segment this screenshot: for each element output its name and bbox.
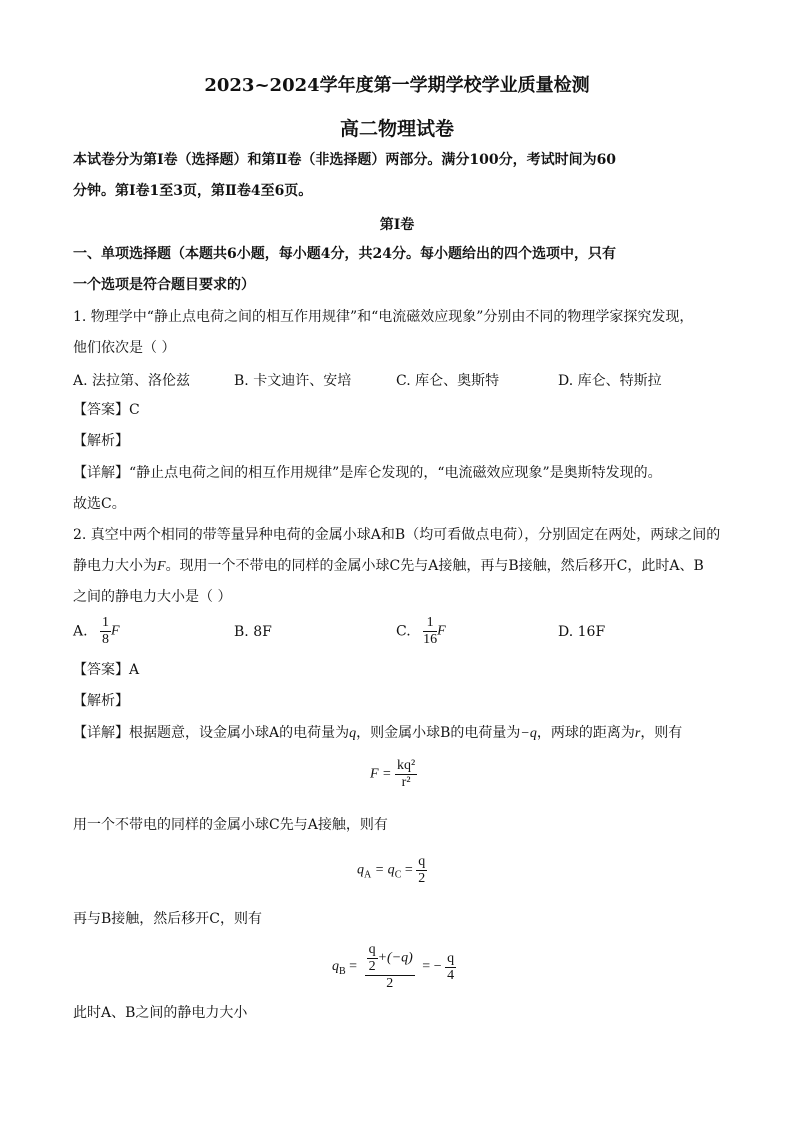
q2-stem-line-2 xyxy=(73,557,704,576)
q1-option-b: B. 卡文迪许、安培 xyxy=(234,373,352,389)
eq1-num: kq² xyxy=(397,758,416,773)
q2-detail-d: ，则有 xyxy=(640,725,683,741)
q2-detail-r: r xyxy=(634,726,641,741)
q2-detail-b: ，则金属小球B的电荷量为 xyxy=(356,725,521,741)
eq3-eq: = xyxy=(345,959,358,974)
section-heading-line-1: 一、单项选择题（本题共6小题，每小题4分，共24分。每小题给出的四个选项中，只有 xyxy=(73,246,616,262)
q1-option-d: D. 库仑、特斯拉 xyxy=(558,373,662,389)
q1-detail: 【详解】“静止点电荷之间的相互作用规律”是库仑发现的，“电流磁效应现象”是奥斯特发现的。 xyxy=(73,465,662,481)
section-heading-line-2: 一个选项是符合题目要求的） xyxy=(73,277,255,293)
q2-text-3: 再与B接触，然后移开C，则有 xyxy=(73,911,262,927)
eq3-lhs: q xyxy=(332,959,339,974)
q1-option-c: C. 库仑、奥斯特 xyxy=(396,373,500,389)
eq2-fraction xyxy=(416,854,427,887)
eq1-fraction xyxy=(395,758,417,791)
eq3-rnum: q xyxy=(447,950,455,966)
q2-option-d: D. 16F xyxy=(558,624,606,640)
eq2-sub-c: C xyxy=(394,869,402,881)
q2-option-c-num: 1 xyxy=(423,615,437,632)
q2-option-a-label: A. xyxy=(73,623,88,640)
q2-option-c-F: F xyxy=(437,623,446,639)
exam-title: 2023~2024学年度第一学期学校学业质量检测 xyxy=(204,75,590,96)
q1-analysis: 【解析】 xyxy=(73,433,129,449)
q2-detail-q: q xyxy=(349,726,357,741)
equation-coulomb xyxy=(370,758,417,791)
q2-stem-line-1: 2. 真空中两个相同的带等量异种电荷的金属小球A和B（均可看做点电荷），分别固定在两处，两球之间的 xyxy=(73,527,721,543)
equation-charge-b xyxy=(332,942,456,992)
eq2-sub-a: A xyxy=(364,869,372,881)
q2-option-b: B. 8F xyxy=(234,624,272,640)
eq3-sub-b: B xyxy=(339,966,346,978)
eq2-eq: = xyxy=(401,862,413,878)
q2-option-a-fraction xyxy=(100,615,111,648)
q2-option-c-label: C. xyxy=(396,623,411,640)
intro-line-2: 分钟。第Ⅰ卷1至3页，第Ⅱ卷4至6页。 xyxy=(73,183,313,199)
eq2-num: q xyxy=(418,854,426,869)
q2-option-c-den: 16 xyxy=(423,632,438,647)
q2-option-a-F: F xyxy=(111,623,120,639)
q2-option-a-num: 1 xyxy=(102,615,110,630)
q2-stem-text-a: 静电力大小为 xyxy=(73,558,157,574)
q2-option-c-fraction xyxy=(423,615,437,648)
q2-detail-a: 【详解】根据题意，设金属小球A的电荷量为 xyxy=(73,725,350,741)
volume-label: 第Ⅰ卷 xyxy=(379,217,415,233)
eq3-big-den: 2 xyxy=(386,976,394,991)
eq3-rhs-fraction xyxy=(445,951,456,984)
q2-detail-negq: −q xyxy=(520,726,537,741)
eq2-den: 2 xyxy=(418,871,426,886)
q2-stem-line-3: 之间的静电力大小是（ ） xyxy=(73,589,232,605)
q2-force-symbol: F xyxy=(157,559,166,574)
eq3-big-fraction xyxy=(365,942,415,992)
q2-detail-c: ，两球的距离为 xyxy=(536,725,635,741)
q2-answer: 【答案】A xyxy=(73,662,140,678)
exam-subtitle: 高二物理试卷 xyxy=(339,118,454,140)
eq3-inner-den: 2 xyxy=(368,959,376,974)
q2-detail xyxy=(73,724,682,743)
q1-option-a: A. 法拉第、洛伦兹 xyxy=(73,373,191,389)
q1-conclusion: 故选C。 xyxy=(73,496,126,512)
q2-option-a xyxy=(73,615,120,648)
q1-stem-line-2: 他们依次是（ ） xyxy=(73,340,176,356)
q2-text-2: 用一个不带电的同样的金属小球C先与A接触，则有 xyxy=(73,817,388,833)
eq3-inner-num: q xyxy=(368,942,376,957)
q1-stem-line-1: 1. 物理学中“静止点电荷之间的相互作用规律”和“电流磁效应现象”分别由不同的物理学家探究发现， xyxy=(73,309,694,325)
eq3-plus: +(−q) xyxy=(377,950,413,966)
q2-option-a-den: 8 xyxy=(102,632,110,647)
equation-charge-ac xyxy=(357,854,427,887)
eq3-rhs: = − xyxy=(422,959,442,974)
intro-line-1: 本试卷分为第Ⅰ卷（选择题）和第Ⅱ卷（非选择题）两部分。满分100分，考试时间为60 xyxy=(73,152,617,168)
eq3-inner-fraction xyxy=(367,942,378,975)
eq2-mid: = q xyxy=(371,862,395,878)
eq1-lhs: F = xyxy=(370,766,392,782)
eq2-lhs: q xyxy=(357,862,364,878)
q1-answer: 【答案】C xyxy=(73,402,140,418)
eq3-big-num xyxy=(365,942,415,976)
eq1-den: r² xyxy=(401,775,411,790)
q2-analysis: 【解析】 xyxy=(73,693,129,709)
q2-stem-text-b: 。现用一个不带电的同样的金属小球C先与A接触，再与B接触，然后移开C，此时A、B xyxy=(165,558,704,574)
q2-option-c xyxy=(396,615,446,648)
q2-text-4: 此时A、B之间的静电力大小 xyxy=(73,1005,248,1021)
eq3-rden: 4 xyxy=(447,967,455,983)
